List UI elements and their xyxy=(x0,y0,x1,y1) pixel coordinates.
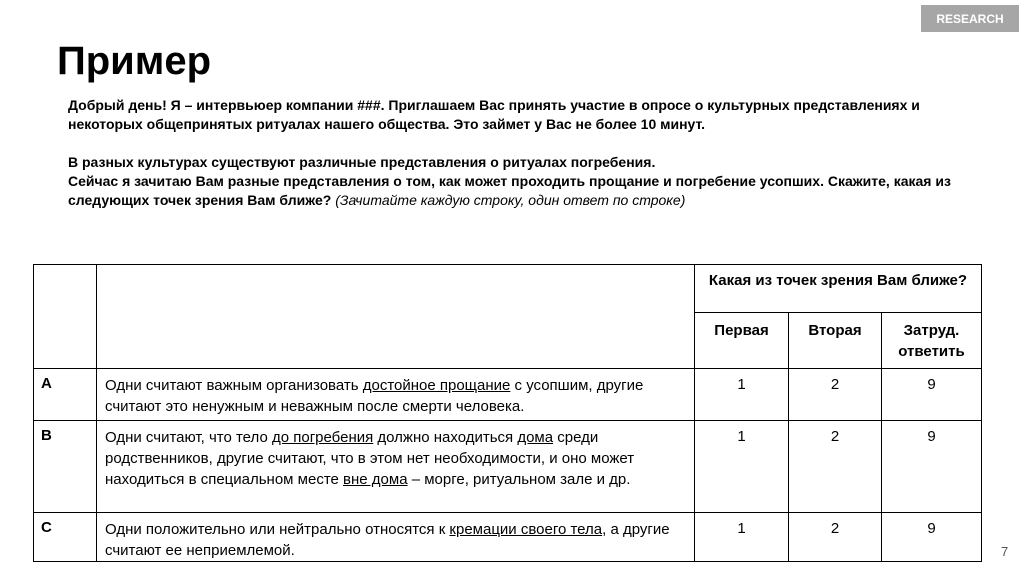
table-row xyxy=(34,369,982,421)
statement-text: Одни считают важным организовать xyxy=(105,377,363,394)
intro-text xyxy=(68,96,998,210)
statement-emphasis: до погребения xyxy=(271,429,374,446)
page-number: 7 xyxy=(1001,544,1009,559)
answer-code-first[interactable]: 1 xyxy=(695,369,789,421)
answer-code-second[interactable]: 2 xyxy=(789,369,882,421)
option-header-difficult: Затруд. ответить xyxy=(882,313,982,369)
statement-text: с усопшим, другие считают это ненужным и неважным после смерти человека. xyxy=(105,377,644,415)
answer-code-difficult[interactable]: 9 xyxy=(882,369,982,421)
answer-code-second[interactable]: 2 xyxy=(789,513,882,562)
statement-text: среди родственников, другие считают, что в этом нет необходимости, и оно может находиться в специальном месте xyxy=(105,429,635,488)
statement-emphasis: достойное прощание xyxy=(362,377,511,394)
statement-text: , а другие считают ее неприемлемой. xyxy=(105,521,670,559)
statement-text: Одни считают, что тело xyxy=(105,429,272,446)
intro-question-text: Сейчас я зачитаю Вам разные представления о том, как может проходить прощание и погребение усопших. Скажите, какая из следующих точек зрения Вам ближе? xyxy=(68,173,951,208)
statement-text: Одни положительно или нейтрально относятся к xyxy=(105,521,450,538)
row-statement xyxy=(97,421,695,513)
statement-emphasis: вне дома xyxy=(343,471,408,488)
page-title: Пример xyxy=(57,39,212,83)
header-empty-statement xyxy=(97,265,695,369)
interviewer-instruction: (Зачитайте каждую строку, один ответ по строке) xyxy=(335,192,686,208)
statement-text: должно находиться xyxy=(373,429,518,446)
table-row xyxy=(34,513,982,562)
intro-question xyxy=(68,172,998,210)
intro-greeting: Добрый день! Я – интервьюер компании ###. Приглашаем Вас принять участие в опросе о культурных представлениях и некоторых общепринятых ритуалах нашего общества. Это займет у Вас не более 10 минут. xyxy=(68,97,920,132)
header-row-question xyxy=(34,265,982,313)
answer-code-first[interactable]: 1 xyxy=(695,513,789,562)
answer-code-second[interactable]: 2 xyxy=(789,421,882,513)
option-header-second: Вторая xyxy=(789,313,882,369)
question-header: Какая из точек зрения Вам ближе? xyxy=(695,265,982,313)
statement-emphasis: дома xyxy=(517,429,554,446)
answer-code-difficult[interactable]: 9 xyxy=(882,421,982,513)
answer-code-first[interactable]: 1 xyxy=(695,421,789,513)
row-letter: C xyxy=(34,513,97,562)
row-statement xyxy=(97,369,695,421)
answer-code-difficult[interactable]: 9 xyxy=(882,513,982,562)
row-letter: B xyxy=(34,421,97,513)
intro-context: В разных культурах существуют различные представления о ритуалах погребения. xyxy=(68,154,656,170)
option-header-first: Первая xyxy=(695,313,789,369)
research-badge: RESEARCH xyxy=(921,5,1019,32)
survey-table xyxy=(33,264,982,562)
table-row xyxy=(34,421,982,513)
row-statement xyxy=(97,513,695,562)
row-letter: A xyxy=(34,369,97,421)
statement-text: – морге, ритуальном зале и др. xyxy=(407,471,631,488)
statement-emphasis: кремации своего тела xyxy=(449,521,603,538)
header-empty-letter xyxy=(34,265,97,369)
